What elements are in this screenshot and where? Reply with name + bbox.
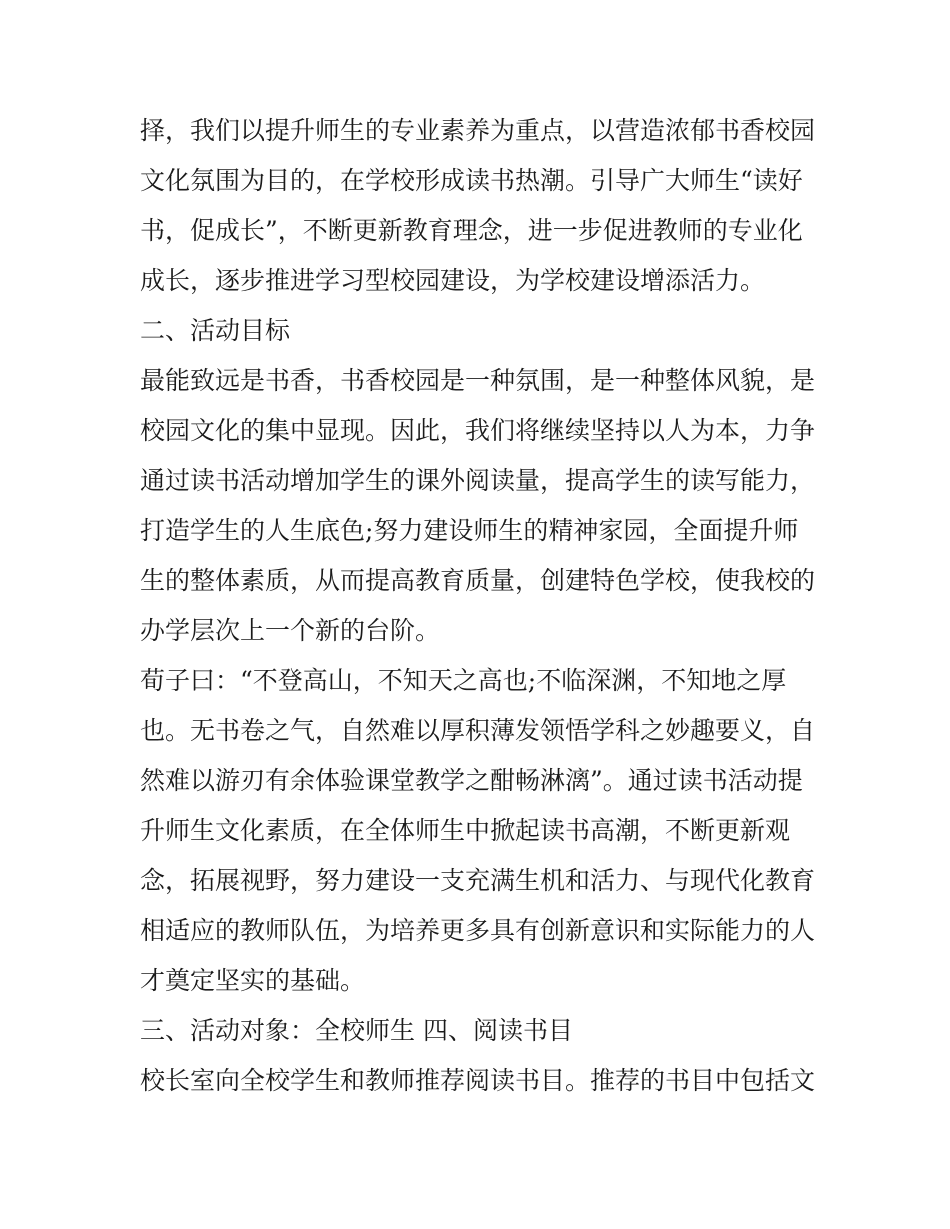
text-line: 荀子曰：“不登高山，不知天之高也;不临深渊，不知地之厚 [140,666,787,695]
text-line: 校园文化的集中显现。因此，我们将继续坚持以人为本，力争 [140,416,816,445]
text-line: 文化氛围为目的，在学校形成读书热潮。引导广大师生“读好 [140,166,803,195]
document-body [140,106,820,1106]
text-line: 最能致远是书香，书香校园是一种氛围，是一种整体风貌，是 [140,366,816,395]
text-line: 相适应的教师队伍，为培养更多具有创新意识和实际能力的人 [140,916,816,945]
text-line: 校长室向全校学生和教师推荐阅读书目。推荐的书目中包括文 [140,1066,816,1095]
text-line: 打造学生的人生底色;努力建设师生的精神家园，全面提升师 [140,516,799,545]
text-line: 通过读书活动增加学生的课外阅读量，提高学生的读写能力， [140,466,816,495]
text-line: 书，促成长”，不断更新教育理念，进一步促进教师的专业化 [140,216,803,245]
text-line: 才奠定坚实的基础。 [140,966,366,995]
text-line: 升师生文化素质，在全体师生中掀起读书高潮，不断更新观 [140,816,791,845]
text-line: 念，拓展视野，努力建设一支充满生机和活力、与现代化教育 [140,866,816,895]
text-line: 也。无书卷之气，自然难以厚积薄发领悟学科之妙趣要义，自 [140,716,816,745]
text-line: 办学层次上一个新的台阶。 [140,616,441,645]
text-line: 择，我们以提升师生的专业素养为重点，以营造浓郁书香校园 [140,116,816,145]
text-line: 成长，逐步推进学习型校园建设，为学校建设增添活力。 [140,266,766,295]
text-line: 生的整体素质，从而提高教育质量，创建特色学校，使我校的 [140,566,816,595]
section-heading: 二、活动目标 [140,316,291,345]
text-line: 然难以游刃有余体验课堂教学之酣畅淋漓”。通过读书活动提 [140,766,803,795]
section-heading: 三、活动对象：全校师生 四、阅读书目 [140,1016,573,1045]
